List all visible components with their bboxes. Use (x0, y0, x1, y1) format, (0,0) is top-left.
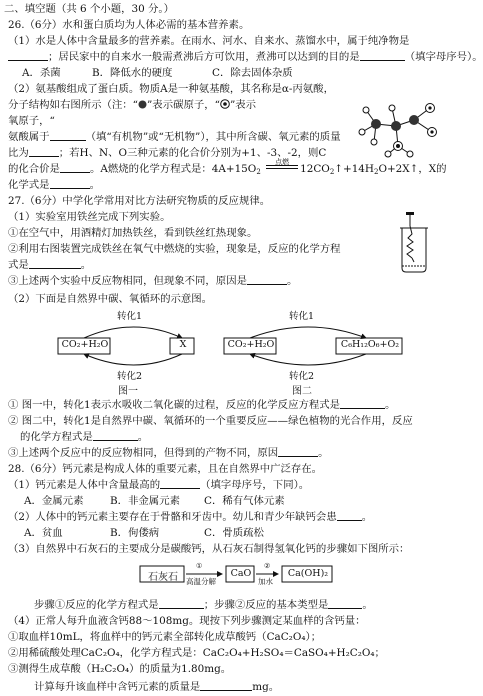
carbon-atom-icon (138, 100, 147, 109)
q26-p2-line1: （2）氨基酸组成了蛋白质。物质A是一种氨基酸，其名称是α-丙氨酸， (8, 83, 334, 95)
q26-p1-line1: （1）水是人体中含量最多的营养素。在雨水、河水、自来水、蒸馏水中，属于纯净物是 (8, 35, 410, 47)
flow-step2-label: ② (264, 562, 271, 570)
answer-blank[interactable] (29, 258, 81, 269)
fig2-transform1: 转化1 (288, 308, 315, 322)
fig2-transform2: 转化2 (288, 368, 315, 382)
answer-blank[interactable] (360, 50, 405, 61)
q27-p1: （1）实验室用铁丝完成下列实验。 (8, 211, 171, 223)
q28-title: 28.（6分）钙元素是构成人体的重要元素，且在自然界中广泛存在。 (8, 463, 323, 475)
q28-p1-options: A．金属元素 B．非金属元素 C．稀有气体元素 (24, 495, 285, 507)
q27-p1a: ①在空气中，用酒精灯加热铁丝，看到铁丝红热现象。 (8, 227, 258, 239)
answer-blank[interactable] (50, 178, 90, 189)
q28-p4a: ①取血样10mL，将血样中的钙元素全部转化成草酸钙（CaC₂O₄）； (8, 631, 322, 643)
q28-p2-options: A．贫血 B．佝偻病 C．骨质疏松 (24, 527, 264, 539)
answer-blank[interactable] (328, 598, 362, 609)
answer-blank[interactable] (29, 146, 59, 157)
flow-step2-condition: 加水 (258, 577, 273, 586)
fig1-right-box: X (179, 339, 187, 350)
answer-blank[interactable] (93, 430, 138, 441)
q26-p2-line3: 氧原子，“ (8, 115, 55, 127)
answer-blank[interactable] (247, 274, 287, 285)
q26-options (22, 66, 447, 80)
fig1-left-box: CO₂+H₂O (61, 339, 109, 350)
fig1-transform2: 转化2 (116, 368, 143, 382)
fig2-caption: 图二 (292, 386, 312, 397)
q28-p4: （4）正常人每升血液含钙88～108mg。现按下列步骤测定某血样的含钙量： (8, 615, 366, 627)
q28-p4b: ②用稀硫酸处理CaC₂O₄，化学方程式是：CaC₂O₄+H₂SO₄＝CaSO₄+H₂C₂O₄； (8, 647, 385, 659)
answer-blank[interactable] (60, 162, 90, 173)
nitrogen-atom-icon (220, 99, 230, 109)
reaction-condition: 点燃 (275, 158, 290, 166)
q27-p1c: 式是 。 (8, 259, 92, 271)
iron-wire-oxygen-bottle-diagram (388, 212, 432, 276)
q28-p3-answer: 步骤①反应的化学方程式是 ；步骤②反应的基本类型是 。 (34, 599, 373, 611)
option-b: B．降低水的硬度 (92, 67, 173, 79)
q28-p2: （2）人体中的钙元素主要存在于骨骼和牙齿中。幼儿和青少年缺钙会患 。 (8, 511, 373, 523)
q28-p1: （1）钙元素是人体中含量最高的 （填字母序号，下同）。 (8, 479, 310, 491)
alanine-molecule-diagram (356, 96, 442, 158)
q27-s3: ③上述两个反应中的反应物相同，但得到的产物不同，原因 。 (8, 447, 329, 459)
q27-s2: ② 图二中，转化1是自然界中碳、氧循环的一个重要反应——绿色植物的光合作用，反应 (8, 415, 413, 427)
q26-p2-line7: 化学式是 。 (8, 179, 100, 191)
flow-box-cao: CaO (230, 568, 252, 579)
option-c: C．除去固体杂质 (212, 67, 293, 79)
q28-p3: （3）自然界中石灰石的主要成分是碳酸钙，从石灰石制得氢氧化钙的步骤如下图所示： (8, 543, 410, 555)
q26-p2-line4: 氨酸属于 （填“有机物”或“无机物”），其中所含碳、氧元素的质量 (8, 131, 341, 143)
fig1-transform1: 转化1 (116, 308, 143, 322)
answer-blank[interactable] (50, 130, 86, 141)
fig2-left-box: CO₂+H₂O (227, 339, 275, 350)
option-a: A．杀菌 (22, 67, 61, 79)
q26-p1-line2: ；居民家中的自来水一般需煮沸后方可饮用，煮沸可以达到的目的是 （填字母序号）。 (8, 50, 447, 64)
flow-box-caoh2: Ca(OH)₂ (287, 568, 329, 579)
answer-blank[interactable] (8, 50, 48, 61)
q27-p1b: ②利用右图装置完成铁丝在氧气中燃烧的实验，现象是，反应的化学方程 (8, 243, 341, 255)
q28-p4d: 计算每升该血样中含钙元素的质量是 mg。 (34, 681, 280, 693)
answer-blank[interactable] (200, 680, 252, 691)
answer-blank[interactable] (340, 398, 385, 409)
answer-blank[interactable] (278, 446, 318, 457)
answer-blank[interactable] (337, 510, 362, 521)
flow-box-limestone: 石灰石 (148, 572, 178, 583)
answer-blank[interactable] (160, 478, 200, 489)
q26-title: 26.（6分）水和蛋白质均为人体必需的基本营养素。 (8, 19, 250, 31)
q26-p2-line6: 的化合价是 。A燃烧的化学方程式是：$4A+15O_2$ 点燃 $12CO_2↑+14H_2O+2X↑$，X的 (8, 162, 447, 179)
section-title: 二、填空题（共 6 个小题，30 分。） (4, 3, 175, 15)
answer-blank[interactable] (159, 598, 204, 609)
fig1-caption: 图一 (118, 386, 138, 397)
q27-s2b: 的化学方程式是 。 (20, 431, 149, 443)
q27-p2: （2）下面是自然界中碳、氧循环的示意图。 (8, 293, 213, 305)
q27-title: 27.（6分）中学化学常用对比方法研究物质的反应规律。 (8, 195, 271, 207)
q28-p4c: ③测得生成草酸（H₂C₂O₄）的质量为1.80mg。 (8, 663, 232, 675)
fig2-right-box: C₆H₁₂O₆+O₂ (340, 339, 400, 350)
q27-p1e: ③上述两个实验中反应物相同，但现象不同，原因是 。 (8, 275, 298, 287)
q26-p2-line5: 比为 ；若H、N、O三种元素的化合价分别为+1、-3、-2，则C (8, 147, 327, 159)
q27-s1: ① 图一中，转化1表示水吸收二氧化碳的过程，反应的化学反应方程式是 。 (8, 399, 396, 411)
flow-step1-condition: 高温分解 (186, 577, 216, 586)
q26-p2-line2: 分子结构如右图所示（注：“ ”表示碳原子，“ ”表示 (8, 99, 257, 111)
flow-step1-label: ① (196, 562, 203, 570)
